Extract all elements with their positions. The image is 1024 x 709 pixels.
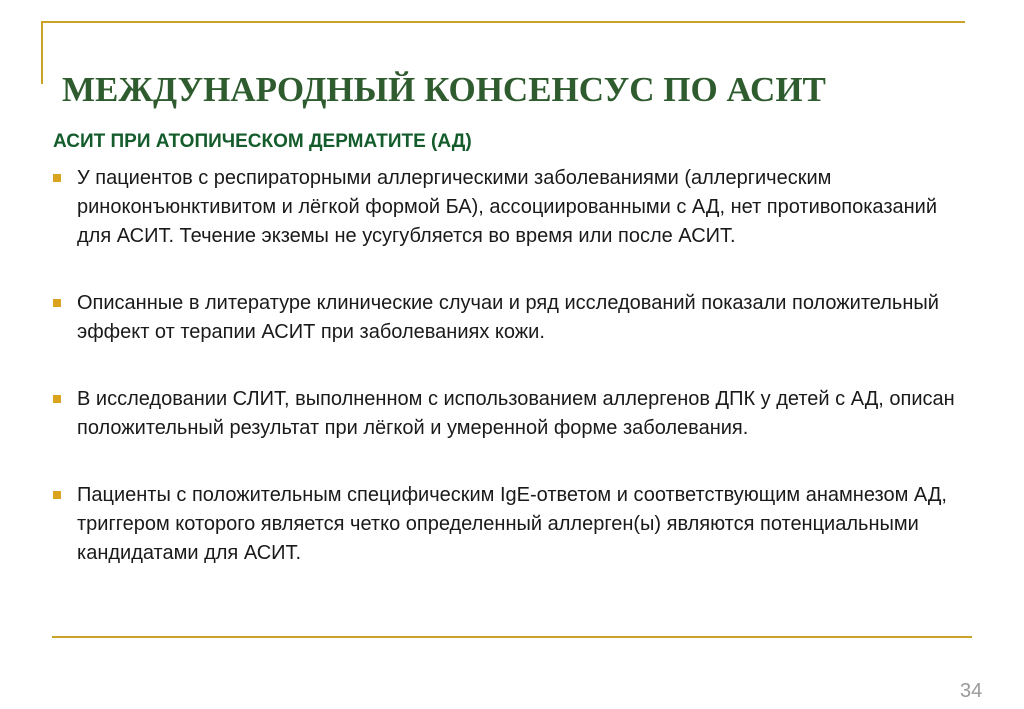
bullet-item: [53, 385, 973, 443]
square-bullet-icon: [53, 491, 61, 499]
bullet-list: [53, 164, 973, 568]
square-bullet-icon: [53, 174, 61, 182]
bullet-text: Пациенты с положительным специфическим IgE-ответом и соответствующим анамнезом АД, триггером которого является четко определенный аллерген(ы) являются потенциальными кандидатами для АСИТ.: [77, 484, 947, 564]
bullet-item: [53, 289, 973, 347]
slide-subtitle: АСИТ ПРИ АТОПИЧЕСКОМ ДЕРМАТИТЕ (АД): [53, 131, 472, 152]
bullet-text: В исследовании СЛИТ, выполненном с использованием аллергенов ДПК у детей с АД, описан положительный результат при лёгкой и умеренной форме заболевания.: [77, 388, 955, 439]
frame-left-line: [41, 21, 43, 84]
frame-bottom-line: [52, 636, 972, 638]
slide-title: МЕЖДУНАРОДНЫЙ КОНСЕНСУС ПО АСИТ: [62, 70, 826, 109]
square-bullet-icon: [53, 299, 61, 307]
bullet-item: [53, 481, 973, 568]
frame-top-line: [41, 21, 965, 23]
bullet-text: Описанные в литературе клинические случаи и ряд исследований показали положительный эффект от терапии АСИТ при заболеваниях кожи.: [77, 292, 939, 343]
page-number: 34: [960, 680, 983, 702]
square-bullet-icon: [53, 395, 61, 403]
bullet-item: [53, 164, 973, 251]
bullet-text: У пациентов с респираторными аллергическими заболеваниями (аллергическим риноконъюнктивитом и лёгкой формой БА), ассоциированными с АД, нет противопоказаний для АСИТ. Течение экземы не усугубляется во время или после АСИТ.: [77, 167, 937, 247]
